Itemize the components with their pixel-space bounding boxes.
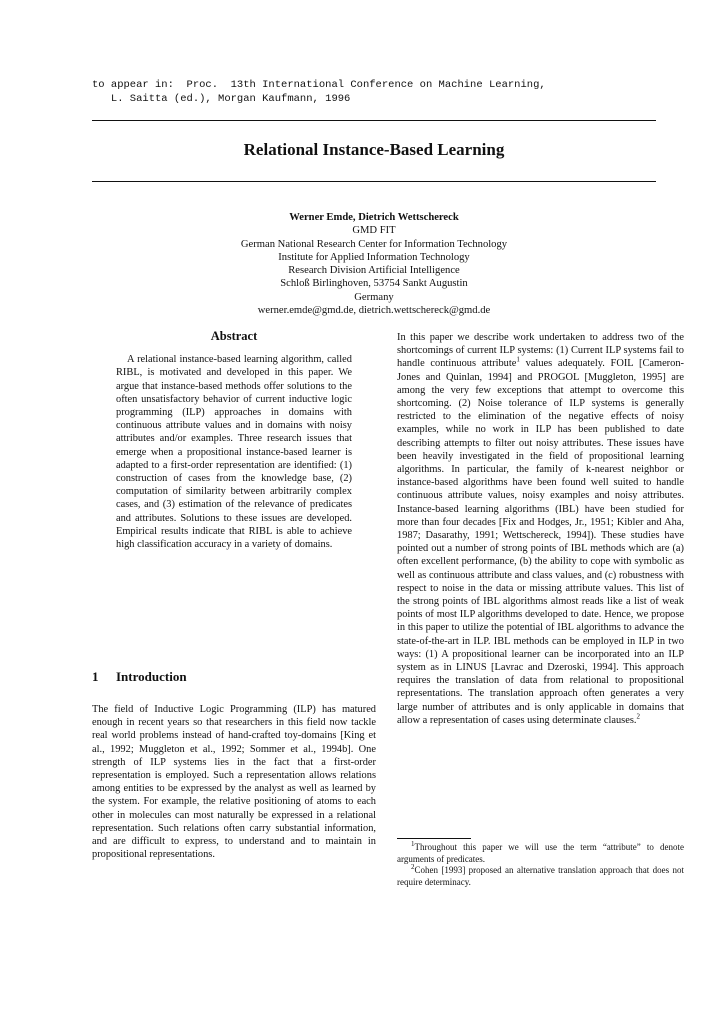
venue-line-1: to appear in: Proc. 13th International Conference on Machine Learning, <box>92 79 546 91</box>
venue-line-2: L. Saitta (ed.), Morgan Kaufmann, 1996 <box>92 93 351 105</box>
section-heading <box>92 669 187 685</box>
right-column-text-b: values adequately. FOIL [Cameron-Jones and Quinlan, 1994] and PROGOL [Muggleton, 1995] are among the very few exceptions that attempt to overcome this shortcoming. (2) Noise tolerance of ILP systems is generally restricted to the elimination of the negative effects of noisy examples, while no work in ILP has been published to date describing attempts to filter out noisy attributes. These issues have been heavily investigated in the field of propositional learning algorithms. In particular, the family of k-nearest neighbor or instance-based algorithms have been found well suited to handle continuous attribute values, noisy examples and noisy attributes. Instance-based learning algorithms (IBL) have been studied for more than four decades [Fix and Hodges, Jr., 1951; Kibler and Aha, 1987; Dasarathy, 1991; Wettschereck, 1994]). These studies have pointed out a number of strong points of IBL methods which are (a) often excellent performance, (b) the ability to cope with symbolic as well as continuous attribute and class values, and (c) robustness with respect to noise in the data or missing attribute values. This list of the strong points of IBL algorithms almost reads like a list of weak points of most ILP algorithms developed to date. Hence, we propose in this paper to utilize the potential of IBL algorithms to advance the state-of-the-art in ILP. IBL methods can be employed in ILP in two ways: (1) A propositional learner can be incorporated into an ILP system as in LINUS [Lavrac and Dzeroski, 1994]. This approach requires the translation of data from relational to propositional representations. The translation approach often generates a very large number of attributes and is only applicable in domains that allow a representation of cases using determinate clauses. <box>397 358 684 726</box>
footnote-text: Cohen [1993] proposed an alternative translation approach that does not require determinacy. <box>397 865 684 887</box>
venue-header <box>92 78 652 106</box>
footnote-text: Throughout this paper we will use the term “attribute” to denote arguments of predicates. <box>397 842 684 864</box>
footnote-ref-2: 2 <box>636 712 640 721</box>
affiliation-line: Institute for Applied Information Technology <box>278 251 470 263</box>
title-rule-top <box>92 120 656 121</box>
footnote-mark: 2 <box>411 863 415 872</box>
right-column <box>397 331 684 727</box>
footnote-ref-1: 1 <box>516 355 520 364</box>
affiliation-line: GMD FIT <box>352 225 396 237</box>
right-column-text-a: In this paper we describe work undertaken to address two of the shortcomings of current ILP systems: (1) Current ILP systems fail to handle continuous attribute <box>397 332 684 370</box>
author-emails: werner.emde@gmd.de, dietrich.wettschereck@gmd.de <box>257 305 491 317</box>
title-rule-bottom <box>92 181 656 182</box>
authors: Werner Emde, Dietrich Wettschereck <box>289 212 459 223</box>
abstract-text: A relational instance-based learning algorithm, called RIBL, is motivated and developed in this paper. We argue that instance-based methods offer solutions to the often unsatisfactory behavior of current inductive logic programming (ILP) approaches in domains with continuous attribute values and in domains with noisy attributes and/or examples. Three research issues that emerge when a propositional instance-based learner is adapted to a first-order representation are identified: (1) construction of cases from the knowledge base, (2) computation of similarity between arbitrarily complex cases, and (3) estimation of the relevance of predicates and attributes. Solutions to these issues are developed. Empirical results indicate that RIBL is able to achieve high classification accuracy in a variety of domains. <box>116 354 352 551</box>
footnote-mark: 1 <box>411 840 415 848</box>
abstract-heading: Abstract <box>210 329 258 343</box>
footnote-rule <box>397 838 471 839</box>
affiliation-line: German National Research Center for Information Technology <box>240 238 508 250</box>
author-block <box>92 211 656 317</box>
affiliation-line: Germany <box>354 291 394 303</box>
paper-title: Relational Instance-Based Learning <box>243 140 505 159</box>
affiliation-line: Schloß Birlinghoven, 53754 Sankt Augustin <box>280 278 468 290</box>
affiliation-line: Research Division Artificial Intelligence <box>288 265 460 277</box>
footnote-2 <box>397 865 684 888</box>
footnote-1 <box>397 842 684 865</box>
introduction-text: The field of Inductive Logic Programming (ILP) has matured enough in recent years so that researchers in this field now tackle real world problems instead of hand-crafted toy-domains [King et al., 1992; Muggleton et al., 1992; Sommer et al., 1994b]. One strength of ILP systems lies in the fact that a first-order representation is employed. Such a representation allows relations among entities to be expressed by the analyst as well as learned by the system. For example, the relative positioning of atoms to each other in molecules can most naturally be expressed in a relational representation. Such relations often carry substantial information, and are difficult to express, to understand and to maintain in propositional representations. <box>92 704 376 861</box>
section-title: Introduction <box>116 669 187 684</box>
footnotes <box>397 842 684 888</box>
section-number: 1 <box>92 669 99 684</box>
left-column <box>92 330 376 551</box>
